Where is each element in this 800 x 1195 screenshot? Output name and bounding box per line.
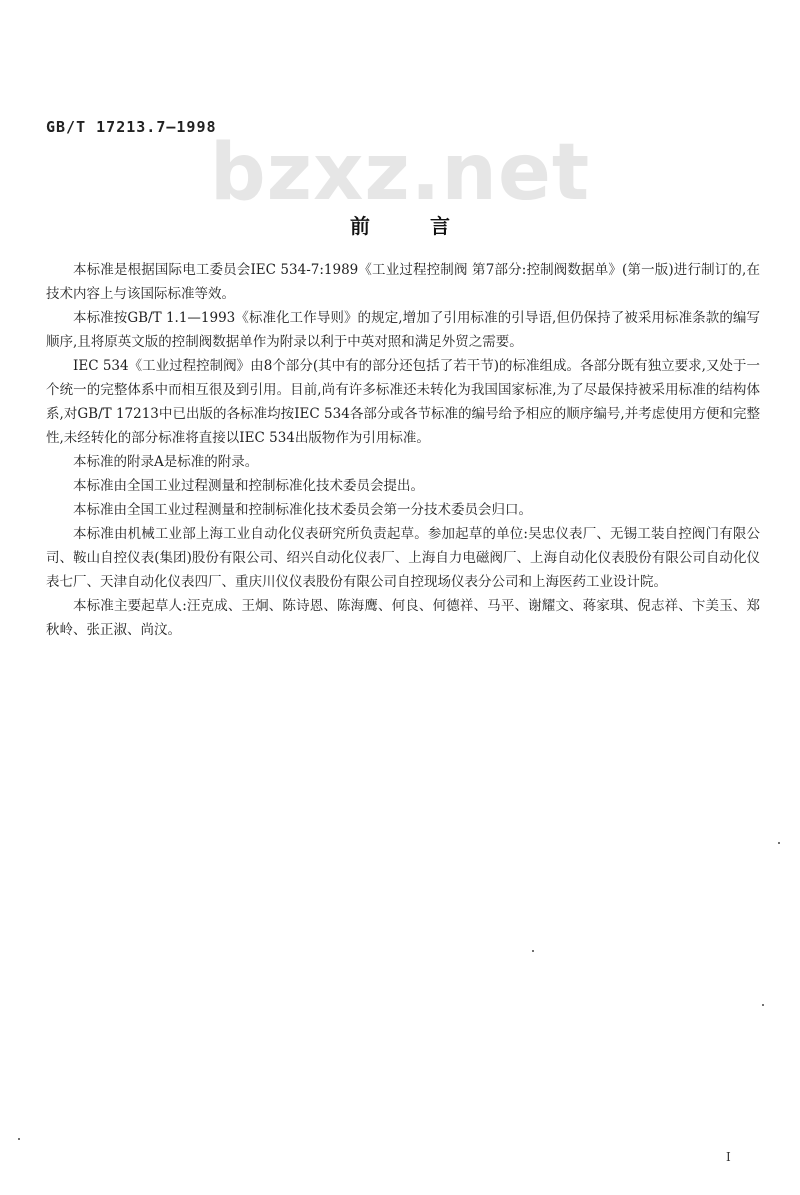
paragraph-5: 本标准由全国工业过程测量和控制标准化技术委员会提出。 [73, 478, 424, 494]
paragraph-4: 本标准的附录A是标准的附录。 [73, 454, 259, 470]
paragraph-1: 本标准是根据国际电工委员会IEC 534-7:1989《工业过程控制阀 第7部分:控制阀数据单》(第一版)进行制订的,在技术内容上与该国际标准等效。 [46, 262, 760, 302]
watermark: bzxz.net [209, 128, 591, 218]
scan-speck [18, 1138, 20, 1140]
scan-speck [532, 950, 534, 952]
paragraph-7: 本标准由机械工业部上海工业自动化仪表研究所负责起草。参加起草的单位:吴忠仪表厂、无锡工装自控阀门有限公司、鞍山自控仪表(集团)股份有限公司、绍兴自动化仪表厂、上海自力电磁阀厂、上海自动化仪表股份有限公司自动化仪表七厂、天津自动化仪表四厂、重庆川仪仪表股份有限公司自控现场仪表分公司和上海医药工业设计院。 [46, 526, 760, 590]
page-number: I [726, 1150, 731, 1164]
paragraph-2: 本标准按GB/T 1.1—1993《标准化工作导则》的规定,增加了引用标准的引导语,但仍保持了被采用标准条款的编写顺序,且将原英文版的控制阀数据单作为附录以利于中英对照和满足外贸之需要。 [46, 310, 760, 350]
scan-speck [762, 1004, 764, 1006]
paragraph-6: 本标准由全国工业过程测量和控制标准化技术委员会第一分技术委员会归口。 [73, 502, 532, 518]
page-title: 前言 [350, 214, 510, 238]
paragraph-8: 本标准主要起草人:汪克成、王炯、陈诗恩、陈海鹰、何良、何德祥、马平、谢耀文、蒋家琪、倪志祥、卞美玉、郑秋岭、张正淑、尚汶。 [46, 598, 760, 638]
foreword-body [46, 258, 760, 642]
standard-code: GB/T 17213.7—1998 [46, 118, 217, 136]
paragraph-3: IEC 534《工业过程控制阀》由8个部分(其中有的部分还包括了若干节)的标准组成。各部分既有独立要求,又处于一个统一的完整体系中而相互很及到引用。目前,尚有许多标准还未转化为我国国家标准,为了尽最保持被采用标准的结构体系,对GB/T 17213中已出版的各标准均按IEC 534各部分或各节标准的编号给予相应的顺序编号,并考虑使用方便和完整性,未经转化的部分标准将直接以IEC 534出版物作为引用标准。 [46, 358, 760, 446]
scan-speck [778, 842, 780, 844]
